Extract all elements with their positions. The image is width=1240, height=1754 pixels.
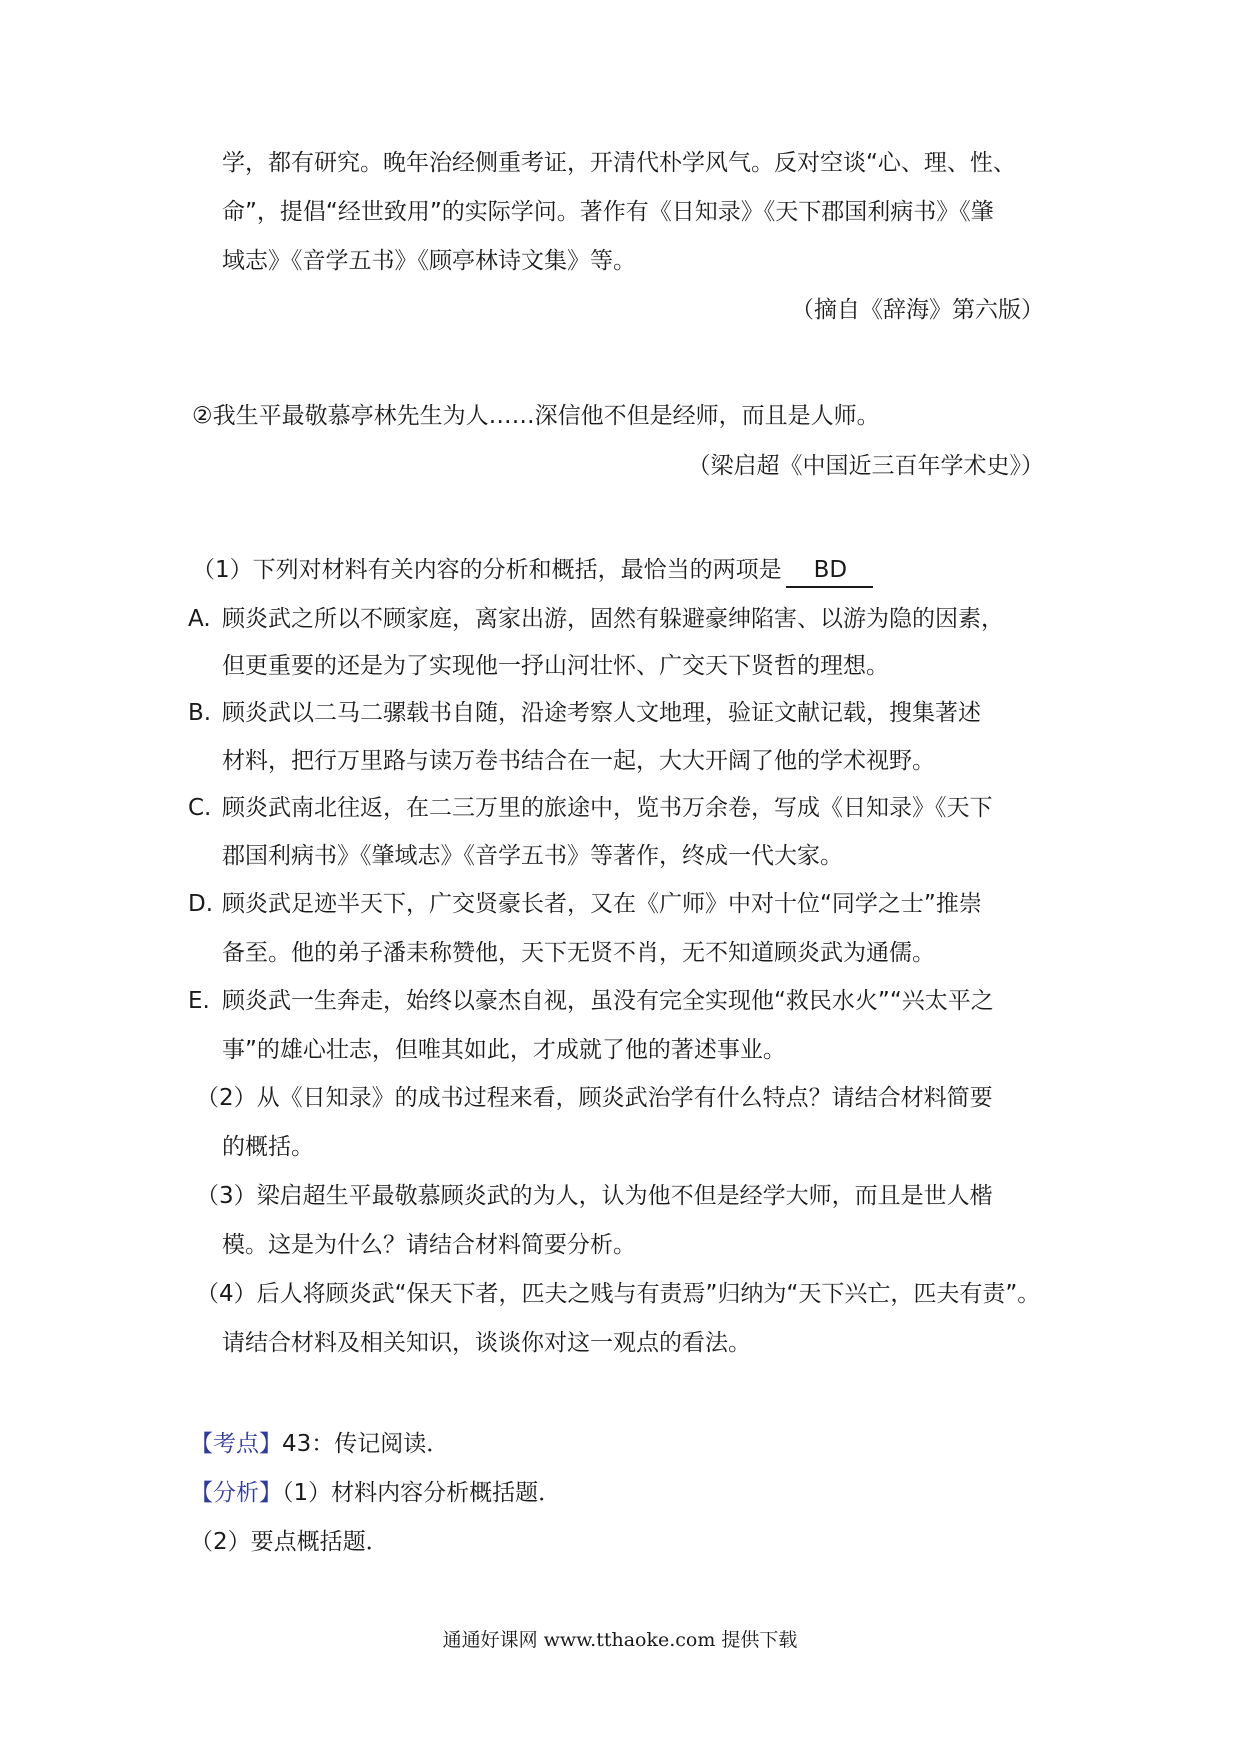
question-4-cont: 请结合材料及相关知识，谈谈你对这一观点的看法。 [222,1330,751,1356]
option-a-line: 顾炎武之所以不顾家庭，离家出游，固然有躲避豪绅陷害、以游为隐的因素， [222,606,1004,632]
question-2: （2）从《日知录》的成书过程来看，顾炎武治学有什么特点？请结合材料简要 [196,1085,993,1111]
material-2: ②我生平最敬慕亭林先生为人……深信他不但是经师，而且是人师。 [192,403,880,429]
source-citation: （摘自《辞海》第六版） [791,297,1044,323]
option-c-label: C. [188,795,212,821]
fenxi-tag: 【分析】 [190,1480,282,1506]
kaodian-line [190,1428,449,1460]
fenxi-line-2: （2）要点概括题． [190,1529,389,1555]
option-d-line: 备至。他的弟子潘耒称赞他，天下无贤不肖，无不知道顾炎武为通儒。 [222,940,935,966]
fenxi-line [190,1477,561,1509]
option-a-line: 但更重要的还是为了实现他一抒山河壮怀、广交天下贤哲的理想。 [222,653,889,679]
option-b-line: 顾炎武以二马二骡载书自随，沿途考察人文地理，验证文献记载，搜集著述 [222,700,981,726]
page-footer: 通通好课网 www.tthaoke.com 提供下载 [442,1629,798,1651]
source-citation: （梁启超《中国近三百年学术史》） [687,453,1044,479]
kaodian-tag: 【考点】 [190,1431,282,1457]
question-4: （4）后人将顾炎武“保天下者，匹夫之贱与有责焉”归纳为“天下兴亡，匹夫有责”。 [196,1281,1041,1307]
kaodian-text: 43：传记阅读． [282,1431,450,1457]
option-c-line: 郡国利病书》《肇域志》《音学五书》等著作，终成一代大家。 [222,843,843,869]
option-a-label: A. [188,606,211,632]
question-1-text: （1）下列对材料有关内容的分析和概括，最恰当的两项是 [192,557,782,583]
question-1 [192,554,873,588]
question-3-cont: 模。这是为什么？请结合材料简要分析。 [222,1232,636,1258]
option-e-line: 顾炎武一生奔走，始终以豪杰自视，虽没有完全实现他“救民水火”“兴太平之 [222,988,994,1014]
answer-blank: BD [786,554,874,588]
bio-line: 命”，提倡“经世致用”的实际学问。著作有《日知录》《天下郡国利病书》《肇 [222,199,994,225]
fenxi-text: （1）材料内容分析概括题． [282,1480,562,1506]
question-3: （3）梁启超生平最敬慕顾炎武的为人，认为他不但是经学大师，而且是世人楷 [196,1183,993,1209]
question-2-cont: 的概括。 [222,1134,314,1160]
option-c-line: 顾炎武南北往返，在二三万里的旅途中，览书万余卷，写成《日知录》《天下 [222,795,993,821]
option-b-label: B. [188,700,212,726]
bio-line: 域志》《音学五书》《顾亭林诗文集》等。 [222,248,636,274]
option-d-label: D. [188,891,214,917]
option-e-line: 事”的雄心壮志，但唯其如此，才成就了他的著述事业。 [222,1037,786,1063]
option-d-line: 顾炎武足迹半天下，广交贤豪长者，又在《广师》中对十位“同学之士”推崇 [222,891,982,917]
option-e-label: E. [188,988,210,1014]
bio-line: 学，都有研究。晚年治经侧重考证，开清代朴学风气。反对空谈“心、理、性、 [222,150,1016,176]
option-b-line: 材料，把行万里路与读万卷书结合在一起，大大开阔了他的学术视野。 [222,748,935,774]
